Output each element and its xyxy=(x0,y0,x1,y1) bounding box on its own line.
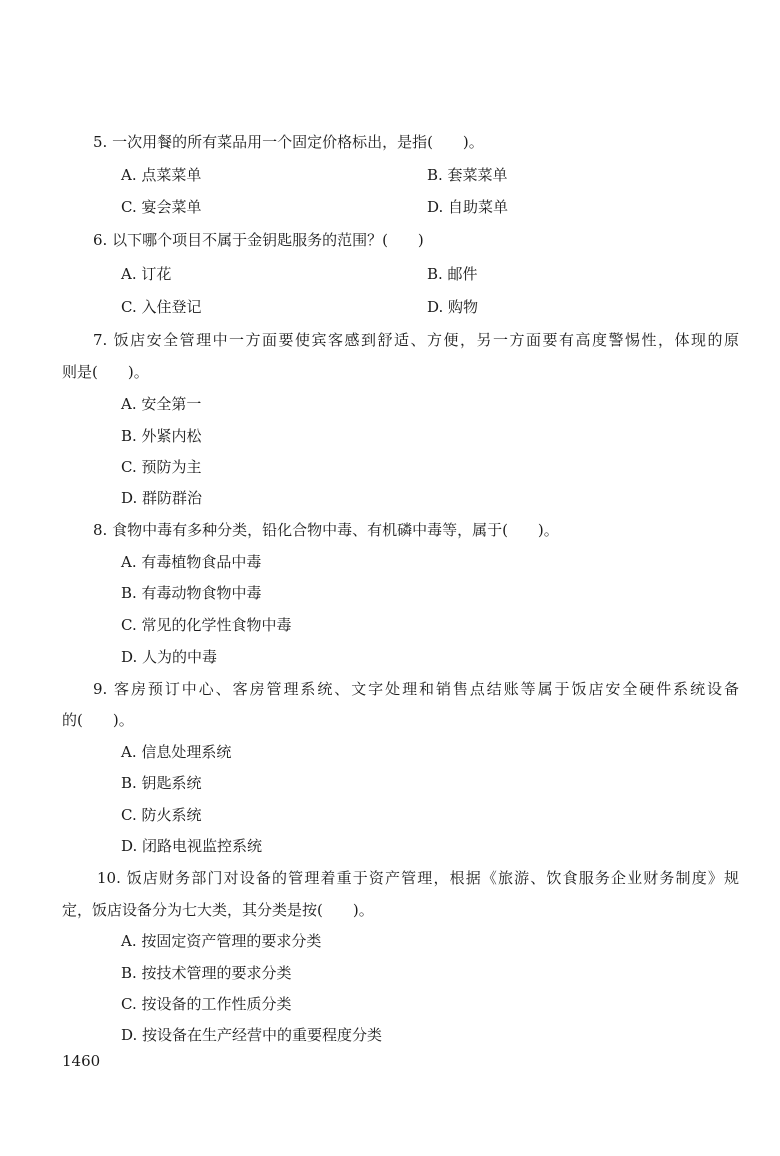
question-7-option-b: B. 外紧内松 xyxy=(121,427,202,445)
question-9-stem-line2: 的( )。 xyxy=(62,711,134,729)
question-6-option-d: D. 购物 xyxy=(427,298,479,316)
question-6-stem: 6. 以下哪个项目不属于金钥匙服务的范围？( ) xyxy=(93,231,424,249)
question-8-option-b: B. 有毒动物食物中毒 xyxy=(121,584,262,602)
question-5-option-b: B. 套菜菜单 xyxy=(427,166,508,184)
question-7-stem-line1: 7. 饭店安全管理中一方面要使宾客感到舒适、方便，另一方面要有高度警惕性，体现的原 xyxy=(93,331,739,349)
question-7-option-c: C. 预防为主 xyxy=(121,458,202,476)
question-10-option-c: C. 按设备的工作性质分类 xyxy=(121,995,292,1013)
question-9-option-d: D. 闭路电视监控系统 xyxy=(121,837,263,855)
question-8-stem: 8. 食物中毒有多种分类，铅化合物中毒、有机磷中毒等，属于( )。 xyxy=(93,521,559,539)
question-7-option-d: D. 群防群治 xyxy=(121,489,203,507)
question-6-option-c: C. 入住登记 xyxy=(121,298,202,316)
question-5-option-c: C. 宴会菜单 xyxy=(121,198,202,216)
question-10-option-d: D. 按设备在生产经营中的重要程度分类 xyxy=(121,1026,383,1044)
question-10-stem-line1: 10. 饭店财务部门对设备的管理着重于资产管理，根据《旅游、饮食服务企业财务制度》规 xyxy=(97,869,739,887)
question-7-option-a: A. 安全第一 xyxy=(121,395,202,413)
question-9-option-b: B. 钥匙系统 xyxy=(121,774,202,792)
question-6-option-a: A. 订花 xyxy=(121,265,172,283)
question-5-option-d: D. 自助菜单 xyxy=(427,198,509,216)
question-8-option-d: D. 人为的中毒 xyxy=(121,648,218,666)
question-5-stem: 5. 一次用餐的所有菜品用一个固定价格标出，是指( )。 xyxy=(93,133,484,151)
question-5-option-a: A. 点菜菜单 xyxy=(121,166,202,184)
question-9-option-a: A. 信息处理系统 xyxy=(121,743,232,761)
question-10-option-a: A. 按固定资产管理的要求分类 xyxy=(121,932,322,950)
question-10-stem-line2: 定，饭店设备分为七大类，其分类是按( )。 xyxy=(62,901,374,919)
question-9-option-c: C. 防火系统 xyxy=(121,806,202,824)
question-9-stem-line1: 9. 客房预订中心、客房管理系统、文字处理和销售点结账等属于饭店安全硬件系统设备 xyxy=(93,680,739,698)
question-6-option-b: B. 邮件 xyxy=(427,265,478,283)
question-7-stem-line2: 则是( )。 xyxy=(62,363,149,381)
question-10-option-b: B. 按技术管理的要求分类 xyxy=(121,964,292,982)
question-8-option-a: A. 有毒植物食品中毒 xyxy=(121,553,262,571)
question-8-option-c: C. 常见的化学性食物中毒 xyxy=(121,616,292,634)
page-number: 1460 xyxy=(62,1052,101,1070)
